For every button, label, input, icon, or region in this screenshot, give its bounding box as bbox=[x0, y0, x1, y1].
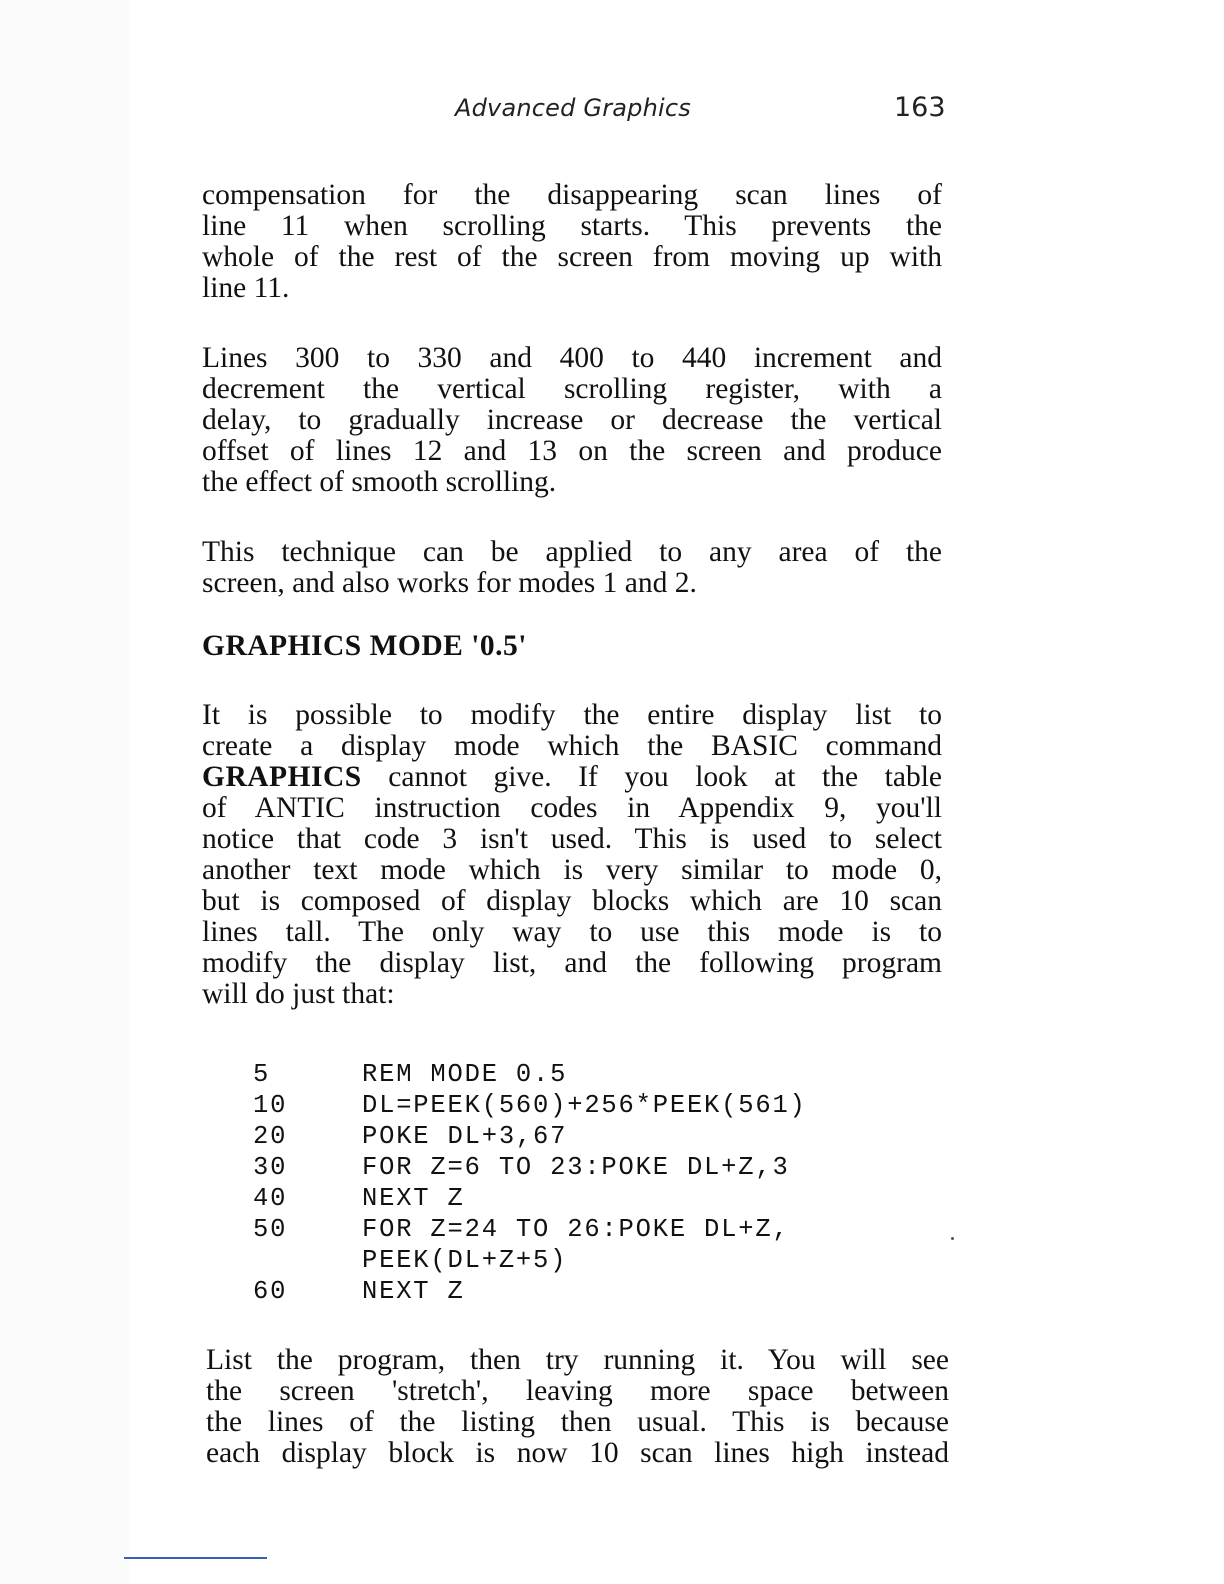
basic-program-listing bbox=[253, 1059, 807, 1307]
program-line bbox=[253, 1276, 807, 1307]
paragraph-line: another text mode which is very similar to mode 0, bbox=[202, 854, 942, 886]
program-line bbox=[253, 1090, 807, 1121]
print-speck bbox=[951, 1237, 954, 1240]
program-line bbox=[253, 1059, 807, 1090]
program-line-continuation bbox=[253, 1245, 807, 1276]
paragraph-line: create a display mode which the BASIC command bbox=[202, 730, 942, 762]
statement: POKE DL+3,67 bbox=[362, 1122, 568, 1151]
paragraph-line: modify the display list, and the following program bbox=[202, 947, 942, 979]
paragraph-line: will do just that: bbox=[202, 978, 395, 1010]
line-number: 50 bbox=[253, 1215, 288, 1244]
paragraph-line: It is possible to modify the entire display list to bbox=[202, 699, 942, 731]
paragraph-4 bbox=[202, 700, 942, 1010]
line-number: 30 bbox=[253, 1153, 288, 1182]
statement: FOR Z=24 TO 26:POKE DL+Z, bbox=[362, 1215, 790, 1244]
paragraph-2 bbox=[202, 343, 942, 498]
paragraph-line: the effect of smooth scrolling. bbox=[202, 466, 557, 498]
paragraph-line: the lines of the listing then usual. This is because bbox=[206, 1406, 949, 1438]
line-number: 5 bbox=[253, 1060, 271, 1089]
line-number: 40 bbox=[253, 1184, 288, 1213]
statement: PEEK(DL+Z+5) bbox=[362, 1246, 568, 1275]
line-number: 60 bbox=[253, 1277, 288, 1306]
line-number: 20 bbox=[253, 1122, 288, 1151]
paragraph-line: each display block is now 10 scan lines high instead bbox=[206, 1437, 949, 1469]
paragraph-1 bbox=[202, 180, 942, 304]
paragraph-line: compensation for the disappearing scan lines of bbox=[202, 179, 942, 211]
paragraph-line: List the program, then try running it. You will see bbox=[206, 1344, 949, 1376]
statement: REM MODE 0.5 bbox=[362, 1060, 568, 1089]
paragraph-line: the screen 'stretch', leaving more space between bbox=[206, 1375, 949, 1407]
paragraph-line: offset of lines 12 and 13 on the screen and produce bbox=[202, 435, 942, 467]
paragraph-3 bbox=[202, 537, 942, 599]
paragraph-5 bbox=[206, 1345, 949, 1469]
footnote-rule bbox=[124, 1557, 267, 1559]
paragraph-line: but is composed of display blocks which are 10 scan bbox=[202, 885, 942, 917]
statement: DL=PEEK(560)+256*PEEK(561) bbox=[362, 1091, 807, 1120]
paragraph-line: screen, and also works for modes 1 and 2. bbox=[202, 567, 697, 599]
line-number bbox=[253, 1245, 362, 1276]
paragraph-line: line 11. bbox=[202, 272, 290, 304]
paragraph-line: decrement the vertical scrolling register, with a bbox=[202, 373, 942, 405]
section-heading: GRAPHICS MODE '0.5' bbox=[202, 630, 527, 662]
program-line bbox=[253, 1214, 807, 1245]
inline-keyword-graphics: GRAPHICS bbox=[202, 761, 362, 793]
paragraph-line: line 11 when scrolling starts. This prevents the bbox=[202, 210, 942, 242]
line-number: 10 bbox=[253, 1091, 288, 1120]
program-line bbox=[253, 1152, 807, 1183]
program-line bbox=[253, 1183, 807, 1214]
statement: NEXT Z bbox=[362, 1277, 465, 1306]
program-line bbox=[253, 1121, 807, 1152]
running-title: Advanced Graphics bbox=[455, 94, 691, 122]
paragraph-line: of ANTIC instruction codes in Appendix 9, you'll bbox=[202, 792, 942, 824]
paragraph-line: This technique can be applied to any area of the bbox=[202, 536, 942, 568]
statement: NEXT Z bbox=[362, 1184, 465, 1213]
paragraph-line: delay, to gradually increase or decrease the vertical bbox=[202, 404, 942, 436]
paragraph-line-rest: cannot give. If you look at the table bbox=[361, 761, 942, 793]
paragraph-line: lines tall. The only way to use this mode is to bbox=[202, 916, 942, 948]
paragraph-line bbox=[202, 762, 942, 793]
paragraph-line: Lines 300 to 330 and 400 to 440 increment and bbox=[202, 342, 942, 374]
page-number: 163 bbox=[894, 92, 946, 123]
paragraph-line: whole of the rest of the screen from moving up with bbox=[202, 241, 942, 273]
page-margin-shade bbox=[0, 0, 130, 1584]
statement: FOR Z=6 TO 23:POKE DL+Z,3 bbox=[362, 1153, 790, 1182]
paragraph-line: notice that code 3 isn't used. This is used to select bbox=[202, 823, 942, 855]
